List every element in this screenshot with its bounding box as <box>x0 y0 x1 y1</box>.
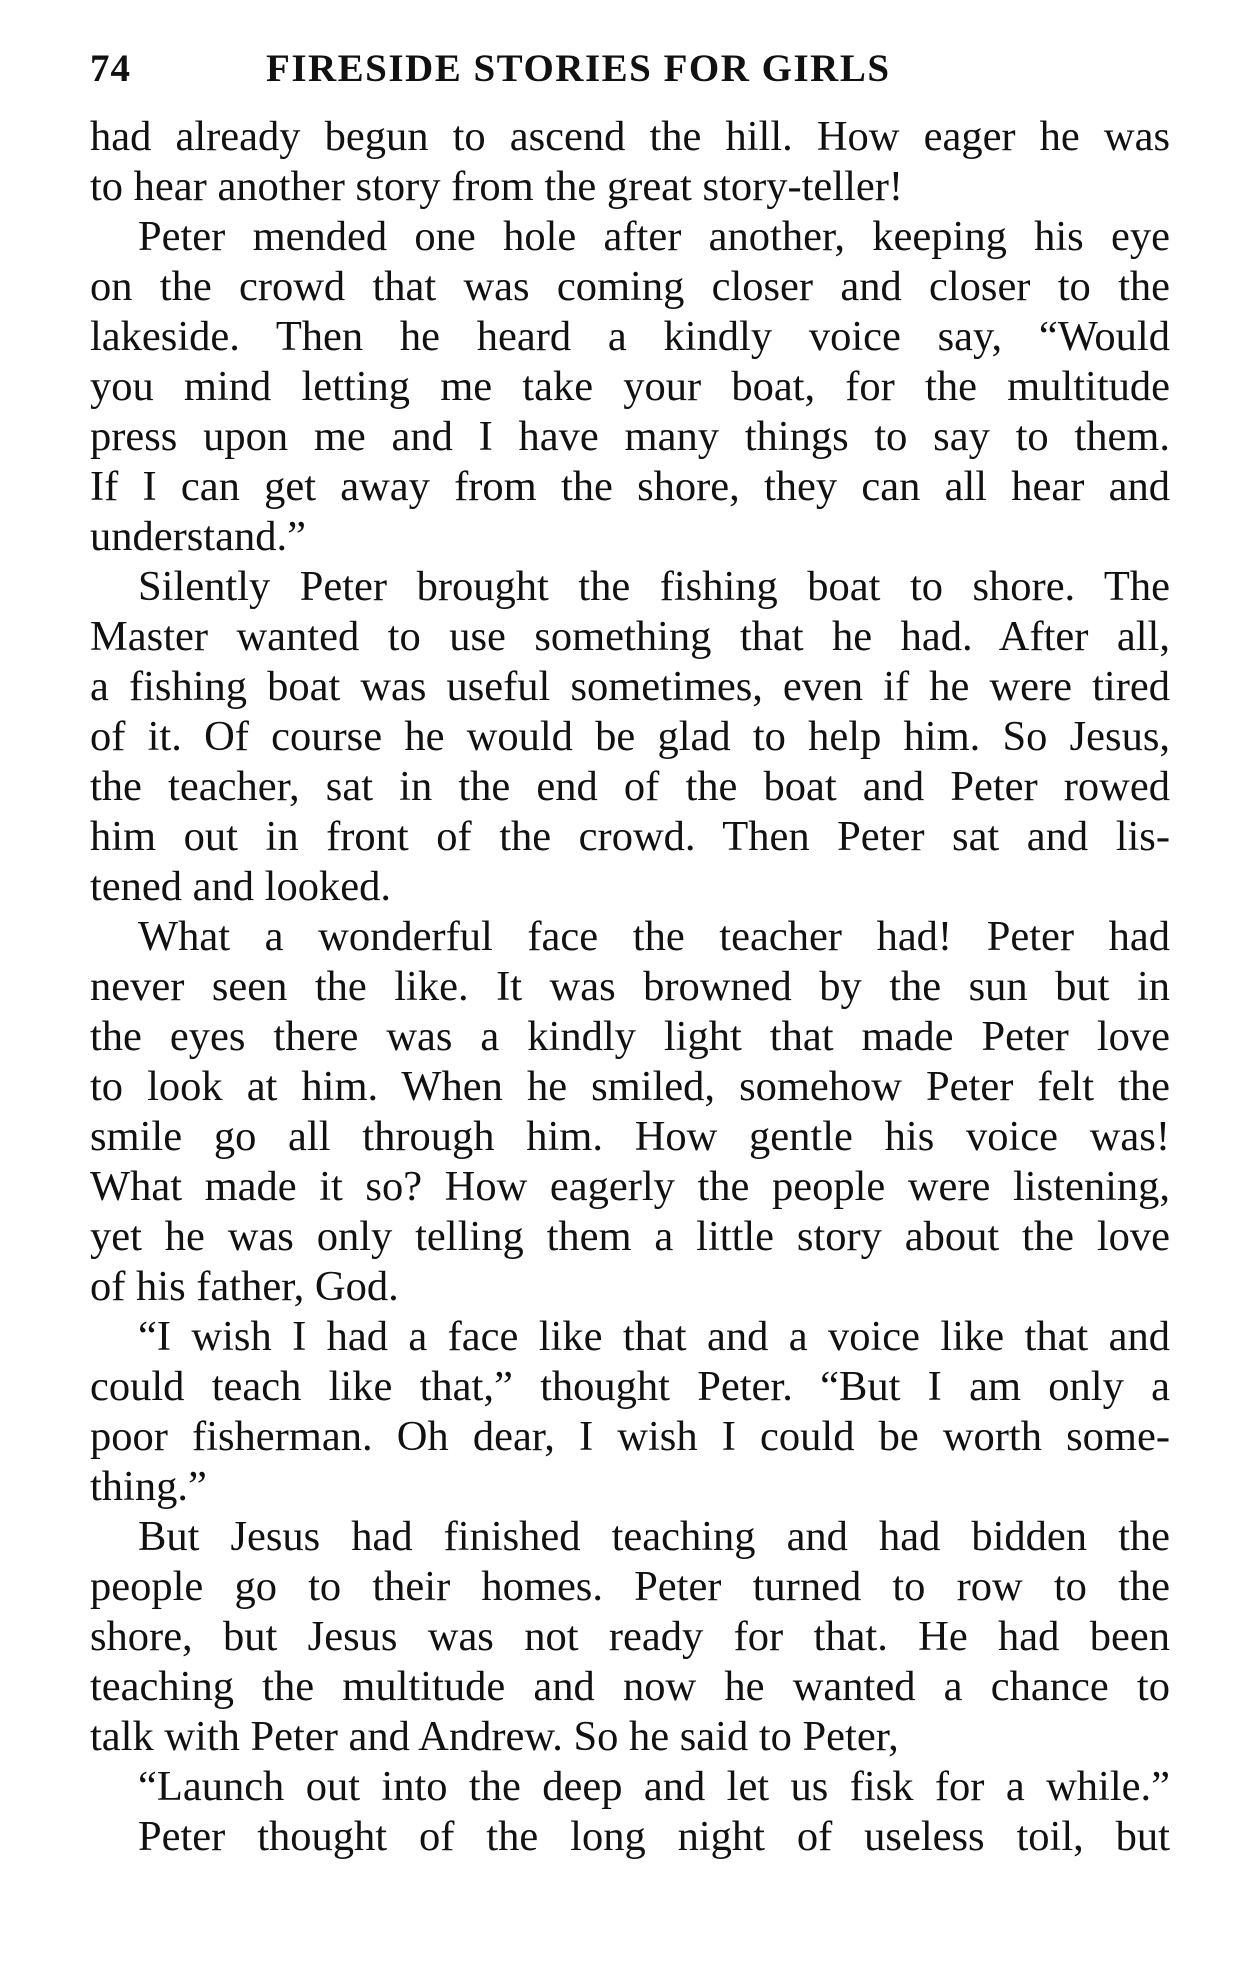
text-line: Silently Peter brought the fishing boat to shore. The <box>138 563 1170 610</box>
text-line: yet he was only telling them a little story about the love <box>90 1213 1170 1260</box>
text-line: could teach like that,” thought Peter. “But I am only a <box>90 1363 1170 1410</box>
text-line: shore, but Jesus was not ready for that. He had been <box>90 1613 1170 1660</box>
text-line: What a wonderful face the teacher had! Peter had <box>138 913 1170 960</box>
text-line: “Launch out into the deep and let us fisk for a while.” <box>138 1763 1170 1810</box>
text-line: had already begun to ascend the hill. How eager he was <box>90 113 1170 160</box>
text-line: But Jesus had finished teaching and had bidden the <box>138 1513 1170 1560</box>
text-line: him out in front of the crowd. Then Peter sat and lis- <box>90 813 1170 860</box>
text-line: a fishing boat was useful sometimes, even if he were tired <box>90 663 1170 710</box>
text-line: poor fisherman. Oh dear, I wish I could be worth some- <box>90 1413 1170 1460</box>
text-line: tened and looked. <box>90 863 391 910</box>
text-line: Peter thought of the long night of useless toil, but <box>138 1813 1170 1860</box>
text-line: understand.” <box>90 513 306 560</box>
text-line: talk with Peter and Andrew. So he said to Peter, <box>90 1713 899 1760</box>
text-line: lakeside. Then he heard a kindly voice say, “Would <box>90 313 1170 360</box>
text-line: to hear another story from the great story-teller! <box>90 163 904 210</box>
text-line: the teacher, sat in the end of the boat and Peter rowed <box>90 763 1170 810</box>
text-line: smile go all through him. How gentle his voice was! <box>90 1113 1170 1160</box>
page-number: 74 <box>90 47 131 90</box>
text-line: you mind letting me take your boat, for the multitude <box>90 363 1170 410</box>
text-line: press upon me and I have many things to say to them. <box>90 413 1170 460</box>
text-line: Master wanted to use something that he had. After all, <box>90 613 1170 660</box>
text-line: teaching the multitude and now he wanted a chance to <box>90 1663 1170 1710</box>
text-line: of his father, God. <box>90 1263 399 1310</box>
running-title: FIRESIDE STORIES FOR GIRLS <box>266 47 891 90</box>
body-text <box>90 112 1170 1862</box>
text-line: people go to their homes. Peter turned to row to the <box>90 1563 1170 1610</box>
text-line: Peter mended one hole after another, keeping his eye <box>138 213 1170 260</box>
text-line: the eyes there was a kindly light that made Peter love <box>90 1013 1170 1060</box>
text-line: What made it so? How eagerly the people were listening, <box>90 1163 1170 1210</box>
text-line: of it. Of course he would be glad to help him. So Jesus, <box>90 713 1170 760</box>
text-line: on the crowd that was coming closer and closer to the <box>90 263 1170 310</box>
text-line: If I can get away from the shore, they can all hear and <box>90 463 1170 510</box>
text-line: “I wish I had a face like that and a voice like that and <box>138 1313 1170 1360</box>
text-line: to look at him. When he smiled, somehow Peter felt the <box>90 1063 1170 1110</box>
text-line: never seen the like. It was browned by the sun but in <box>90 963 1170 1010</box>
running-header <box>90 44 1170 94</box>
text-line: thing.” <box>90 1463 207 1510</box>
